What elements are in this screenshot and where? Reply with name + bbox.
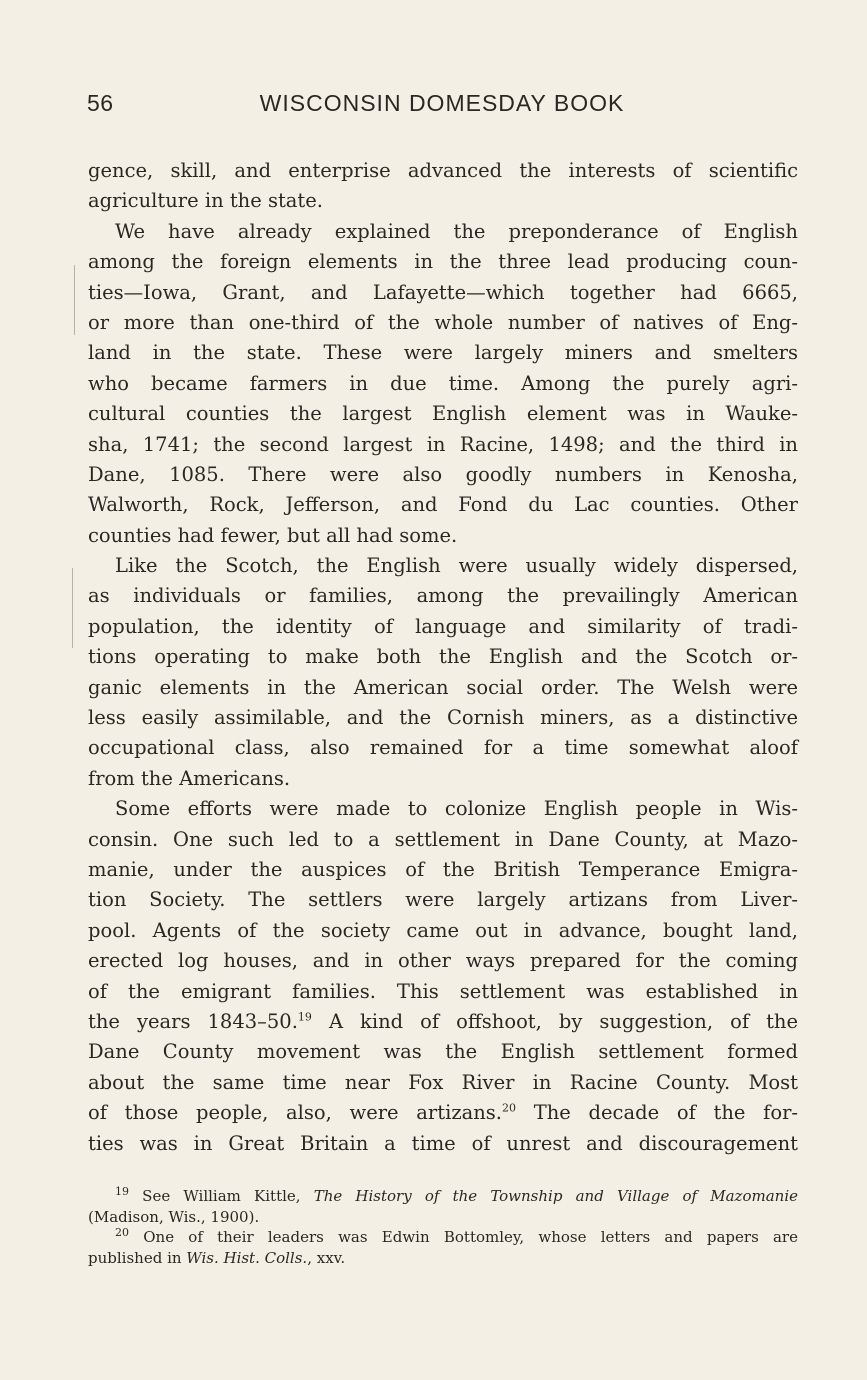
text-line: erected log houses, and in other ways prepared for the coming [88,949,798,973]
footnote-title: Wis. Hist. Colls. [186,1248,308,1267]
footnote-text: See William Kittle, [142,1187,314,1205]
text-line: Dane County movement was the English settlement formed [88,1040,798,1064]
footnote-text: published in [88,1248,187,1267]
text-segment: of those people, also, were artizans. [88,1101,502,1125]
text-segment: A kind of offshoot, by suggestion, of the [311,1009,799,1033]
text-line: less easily assimilable, and the Cornish miners, as a distinctive [88,706,798,730]
text-line: Like the Scotch, the English were usually widely dispersed, [115,554,798,578]
text-line: cultural counties the largest English element was in Wauke- [88,402,798,426]
running-head: WISCONSIN DOMESDAY BOOK [259,90,625,116]
text-line [88,1007,798,1037]
footnote-title: The History of the Township and Village of Mazomanie [313,1187,798,1205]
text-line: Some efforts were made to colonize English people in Wis- [115,797,798,821]
text-line [88,1098,798,1128]
margin-pencil-mark [72,568,73,648]
text-segment: the years 1843–50. [88,1009,298,1033]
footnote-marker: 19 [115,1185,129,1198]
body-text [88,156,798,1159]
text-line: counties had fewer, but all had some. [88,523,458,547]
text-line: land in the state. These were largely miners and smelters [88,341,798,365]
text-line: as individuals or families, among the prevailingly American [88,584,798,608]
page-header [87,90,797,124]
text-line: or more than one-third of the whole number of natives of Eng- [88,310,798,334]
page-number: 56 [87,90,114,116]
text-line: gence, skill, and enterprise advanced the interests of scientific [88,159,798,182]
text-line: agriculture in the state. [88,189,324,213]
margin-pencil-mark [74,265,75,335]
text-line: We have already explained the preponderance of English [115,219,798,243]
text-line: ganic elements in the American social order. The Welsh were [88,675,798,699]
text-line: Walworth, Rock, Jefferson, and Fond du Lac counties. Other [88,493,798,517]
footnote-ref-20[interactable]: 20 [502,1101,516,1115]
text-line: manie, under the auspices of the British Temperance Emigra- [88,857,798,881]
footnote-marker: 20 [115,1226,129,1239]
text-segment: The decade of the for- [516,1101,799,1125]
text-line: of the emigrant families. This settlement was established in [88,979,798,1003]
footnote-20 [88,1227,798,1248]
footnote-text-continued [88,1248,798,1269]
text-line: sha, 1741; the second largest in Racine, 1498; and the third in [88,432,798,456]
footnote-ref-19[interactable]: 19 [297,1010,312,1024]
footnote-19 [88,1186,798,1207]
text-line: ties—Iowa, Grant, and Lafayette—which together had 6665, [88,280,798,304]
footnote-text: , xxv. [307,1248,346,1267]
text-line: about the same time near Fox River in Racine County. Most [88,1070,798,1094]
text-line: pool. Agents of the society came out in advance, bought land, [88,918,798,942]
text-line: from the Americans. [88,766,291,790]
text-line: occupational class, also remained for a time somewhat aloof [88,736,798,760]
footnote-text: One of their leaders was Edwin Bottomley, whose letters and papers are [143,1228,798,1246]
text-line: who became farmers in due time. Among the purely agri- [88,371,798,395]
footnote-text: (Madison, Wis., 1900). [88,1207,260,1226]
text-line: tions operating to make both the English and the Scotch or- [88,645,798,669]
text-line: tion Society. The settlers were largely artizans from Liver- [88,888,798,912]
text-line: population, the identity of language and similarity of tradi- [88,614,798,638]
text-line: among the foreign elements in the three lead producing coun- [88,250,798,274]
text-line: ties was in Great Britain a time of unrest and discouragement [88,1131,798,1155]
text-line: consin. One such led to a settlement in Dane County, at Mazo- [88,827,798,851]
text-line: Dane, 1085. There were also goodly numbers in Kenosha, [88,462,798,486]
footnotes [88,1186,798,1268]
